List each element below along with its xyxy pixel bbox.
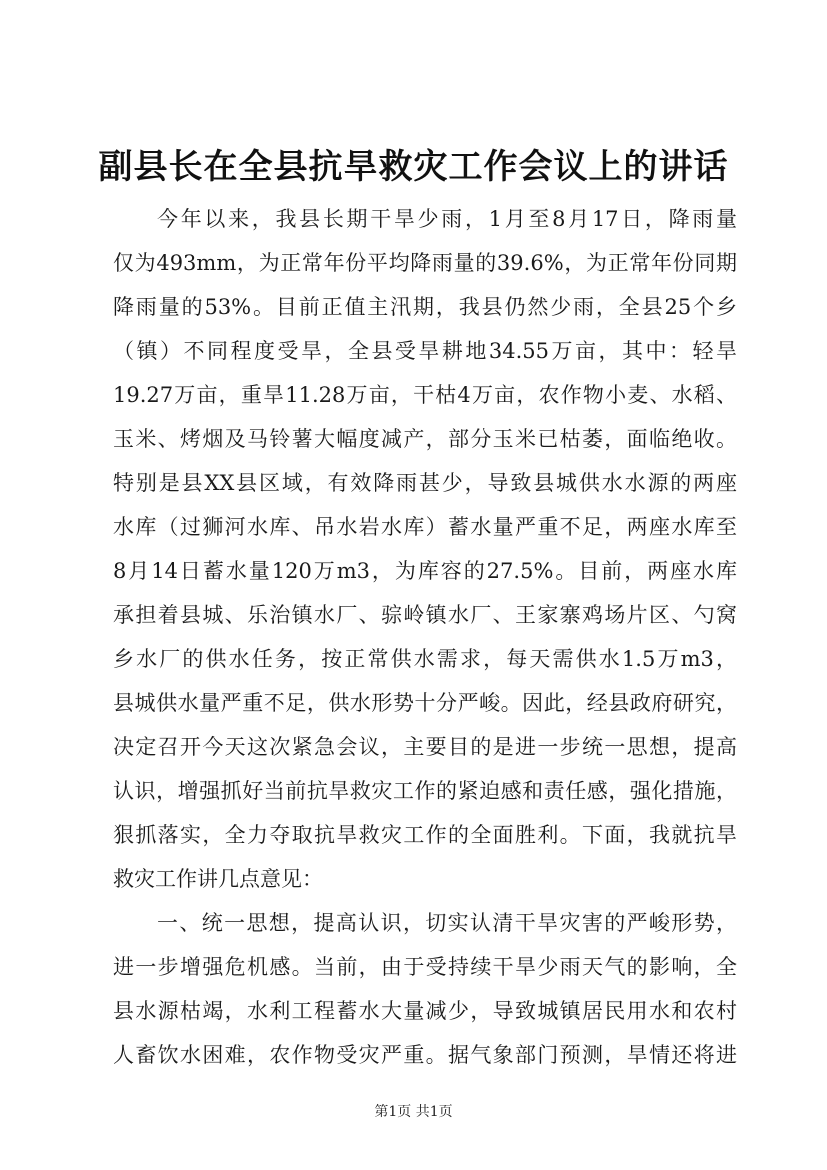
text-line: 救灾工作讲几点意见：: [113, 867, 323, 891]
text-line: 决定召开今天这次紧急会议，主要目的是进一步统一思想，提高: [113, 735, 737, 759]
text-line: 县城供水量严重不足，供水形势十分严峻。因此，经县政府研究，: [113, 691, 737, 715]
text-line: 水库（过狮河水库、吊水岩水库）蓄水量严重不足，两座水库至: [113, 515, 737, 539]
text-line: 一、统一思想，提高认识，切实认清干旱灾害的严峻形势，: [157, 911, 737, 935]
text-line: 进一步增强危机感。当前，由于受持续干旱少雨天气的影响，全: [113, 955, 737, 979]
text-line: 人畜饮水困难，农作物受灾严重。据气象部门预测，旱情还将进: [113, 1043, 737, 1067]
text-line: 19.27万亩，重旱11.28万亩，干枯4万亩，农作物小麦、水稻、: [113, 383, 737, 407]
text-line: 特别是县XX县区域，有效降雨甚少，导致县城供水水源的两座: [113, 471, 737, 495]
text-line: 8月14日蓄水量120万m3，为库容的27.5%。目前，两座水库: [113, 559, 737, 583]
text-line: 今年以来，我县长期干旱少雨，1月至8月17日，降雨量: [157, 207, 737, 231]
page-footer: 第1页 共1页: [374, 1104, 453, 1120]
text-line: 认识，增强抓好当前抗旱救灾工作的紧迫感和责任感，强化措施，: [113, 779, 737, 803]
text-line: 乡水厂的供水任务，按正常供水需求，每天需供水1.5万m3，: [113, 647, 737, 671]
text-line: 玉米、烤烟及马铃薯大幅度减产，部分玉米已枯萎，面临绝收。: [113, 427, 737, 451]
text-line: 承担着县城、乐治镇水厂、骔岭镇水厂、王家寨鸡场片区、勺窝: [113, 603, 737, 627]
text-line: 狠抓落实，全力夺取抗旱救灾工作的全面胜利。下面，我就抗旱: [113, 823, 737, 847]
text-line: （镇）不同程度受旱，全县受旱耕地34.55万亩，其中：轻旱: [113, 339, 737, 363]
text-line: 县水源枯竭，水利工程蓄水大量减少，导致城镇居民用水和农村: [113, 999, 737, 1023]
text-line: 降雨量的53%。目前正值主汛期，我县仍然少雨，全县25个乡: [113, 295, 737, 319]
document-title: 副县长在全县抗旱救灾工作会议上的讲话: [98, 147, 729, 187]
text-line: 仅为493mm，为正常年份平均降雨量的39.6%，为正常年份同期: [113, 251, 737, 275]
